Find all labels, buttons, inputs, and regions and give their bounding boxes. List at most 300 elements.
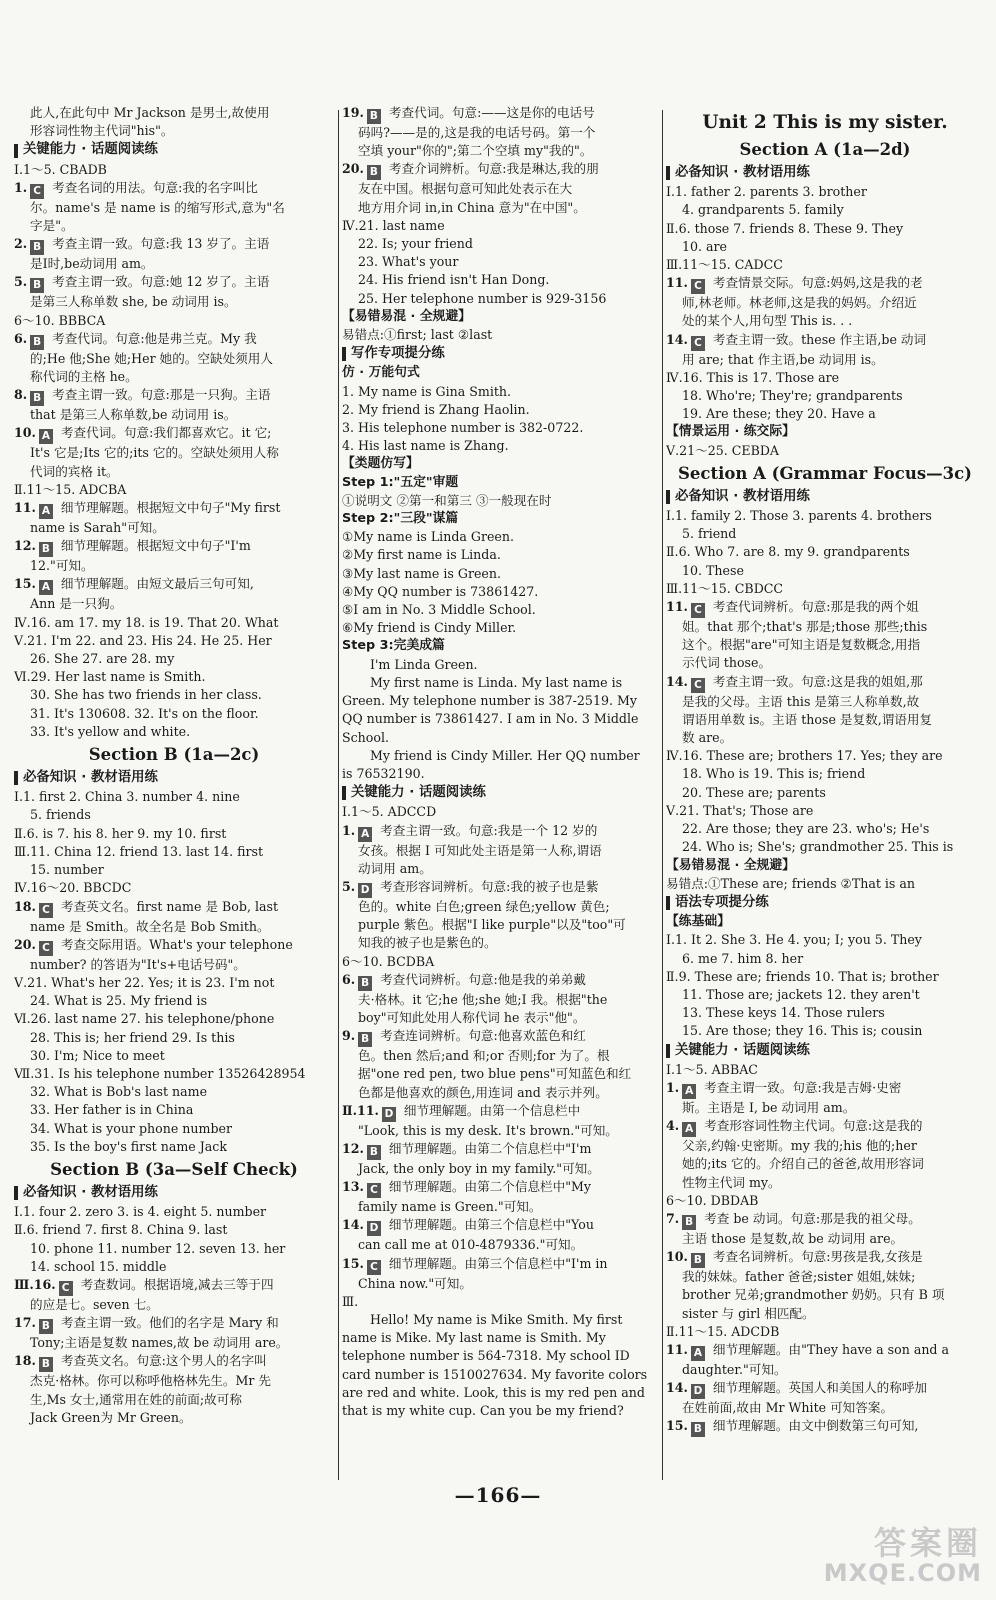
answer-line: 易错点:①These are; friends ②That is an xyxy=(666,875,916,891)
explanation-text: 考查主谓一致。these 作主语,be 动词 xyxy=(712,331,927,347)
answer-line: Ⅳ.16. This is 17. Those are xyxy=(666,369,840,385)
answer-letter-badge: A xyxy=(682,1084,696,1099)
answer-explanation xyxy=(342,878,658,898)
answer-letter-badge: B xyxy=(30,391,44,406)
answer-letter-badge: C xyxy=(59,1281,73,1296)
answer-line: 32. What is Bob's last name xyxy=(30,1084,208,1100)
explanation-text: 细节理解题。由第二个信息栏中"I'm xyxy=(388,1140,592,1156)
subsection-tag: Step 3:完美成篇 xyxy=(342,638,445,654)
watermark-line2: MXQE.COM xyxy=(823,1559,982,1587)
answer-explanation xyxy=(342,104,658,124)
answer-explanation xyxy=(14,499,334,519)
question-number: 20. xyxy=(342,161,364,177)
explanation-text: 细节理解题。由第三个信息栏中"I'm in xyxy=(388,1255,608,1271)
answer-explanation xyxy=(14,936,334,956)
answer-line: 示代词 those。 xyxy=(682,655,772,671)
explanation-text: 细节理解题。由第一个信息栏中 xyxy=(403,1102,581,1118)
answer-line: 3. His telephone number is 382-0722. xyxy=(342,420,584,436)
answer-letter-badge: B xyxy=(367,109,381,124)
answer-explanation xyxy=(666,1210,984,1230)
answer-line: 4. grandparents 5. family xyxy=(682,202,844,218)
answer-line: 6～10. DBDAB xyxy=(666,1192,759,1208)
question-number: 11. xyxy=(14,500,36,516)
answer-line: name 是 Smith。故全名是 Bob Smith。 xyxy=(30,918,270,934)
explanation-text: 考查 be 动词。句意:那是我的祖父母。 xyxy=(704,1210,921,1226)
explanation-text: 考查情景交际。句意:妈妈,这是我的老 xyxy=(712,275,923,291)
answer-letter-badge: C xyxy=(691,279,705,294)
answer-explanation xyxy=(14,537,334,557)
answer-line: Ⅱ.6. is 7. his 8. her 9. my 10. first xyxy=(14,825,227,841)
question-number: 14. xyxy=(342,1217,364,1233)
question-number: 5. xyxy=(342,878,356,894)
subsection-tag: 【易错易混 · 全规避】 xyxy=(666,857,795,873)
answer-line: Ⅳ.16～20. BBCDC xyxy=(14,880,132,896)
answer-line: 18. Who're; They're; grandparents xyxy=(682,388,903,404)
answer-line: 12."可知。 xyxy=(30,558,94,574)
answer-line: card number is 1510027634. My favorite colors xyxy=(342,1366,648,1382)
answer-line: Ⅴ.21～25. CEBDA xyxy=(666,442,780,458)
answer-letter-badge: C xyxy=(367,1260,381,1275)
answer-line: 26. She 27. are 28. my xyxy=(30,651,175,667)
answer-line: 杰克·格林。你可以称呼他格林先生。Mr 先 xyxy=(30,1373,272,1389)
answer-explanation xyxy=(666,598,984,618)
answer-line: Ⅰ.1. first 2. China 3. number 4. nine xyxy=(14,789,240,805)
section-title: Section A (1a—2d) xyxy=(739,140,911,159)
answer-letter-badge: A xyxy=(358,827,372,842)
subsection-tag: 【情景运用 · 练交际】 xyxy=(666,424,795,440)
answer-line: 我的妹妹。father 爸爸;sister 姐姐,妹妹; xyxy=(682,1269,916,1285)
question-number: 8. xyxy=(14,387,28,403)
section-header: 关键能力 · 话题阅读练 xyxy=(666,1042,984,1060)
question-number: 11. xyxy=(666,275,688,291)
explanation-text: 考查主谓一致。句意:她 12 岁了。主语 xyxy=(52,274,270,290)
answer-line: Ⅰ.1～5. CBADB xyxy=(14,161,107,177)
unit-title: Unit 2 This is my sister. xyxy=(702,112,948,133)
answer-line: ③My last name is Green. xyxy=(342,565,501,581)
column-middle xyxy=(342,104,658,1420)
answer-line: QQ number is 73861427. I am in No. 3 Middle xyxy=(342,711,639,727)
answer-line: 22. Is; your friend xyxy=(358,236,473,252)
answer-line: Ⅵ.26. last name 27. his telephone/phone xyxy=(14,1011,275,1027)
answer-line: Tony;主语是复数 names,故 be 动词用 are。 xyxy=(30,1335,289,1351)
answer-line: 25. Her telephone number is 929-3156 xyxy=(358,290,607,306)
answer-letter-badge: B xyxy=(39,1357,53,1372)
section-title: Section A (Grammar Focus—3c) xyxy=(678,463,972,483)
answer-explanation xyxy=(14,424,334,444)
answer-line: 28. This is; her friend 29. Is this xyxy=(30,1029,235,1045)
explanation-text: 考查主谓一致。句意:我是一个 12 岁的 xyxy=(380,822,598,838)
answer-line: 22. Are those; they are 23. who's; He's xyxy=(682,821,930,837)
question-number: 11. xyxy=(666,1341,688,1357)
answer-line: 11. Those are; jackets 12. they aren't xyxy=(682,986,920,1002)
answer-explanation xyxy=(342,1178,658,1198)
answer-line: 31. It's 130608. 32. It's on the floor. xyxy=(30,705,259,721)
answer-line: 24. His friend isn't Han Dong. xyxy=(358,272,550,288)
answer-line: Ⅱ.6. Who 7. are 8. my 9. grandparents xyxy=(666,544,910,560)
answer-explanation xyxy=(342,971,658,991)
answer-line: 35. Is the boy's first name Jack xyxy=(30,1138,227,1154)
answer-explanation xyxy=(666,1379,984,1399)
column-left xyxy=(14,104,334,1427)
explanation-text: 考查数词。根据语境,减去三等于四 xyxy=(80,1276,274,1292)
answer-line: 称代词的主格 he。 xyxy=(30,369,138,385)
explanation-text: 考查代词辨析。句意:他是我的弟弟戴 xyxy=(380,971,586,987)
answer-line: 10. are xyxy=(682,238,728,254)
answer-line: telephone number is 564-7318. My school ID xyxy=(342,1348,630,1364)
explanation-text: 考查英文名。句意:这个男人的名字叫 xyxy=(60,1353,267,1369)
answer-line: Ⅳ.16. These are; brothers 17. Yes; they are xyxy=(666,748,943,764)
answer-letter-badge: B xyxy=(367,1145,381,1160)
answer-letter-badge: D xyxy=(367,1221,381,1236)
answer-line: 知我的被子也是紫色的。 xyxy=(358,935,497,951)
answer-explanation xyxy=(14,575,334,595)
answer-line: sister 与 girl 相匹配。 xyxy=(682,1305,815,1321)
question-number: 1. xyxy=(666,1079,680,1095)
explanation-text: 考查名词辨析。句意:男孩是我,女孩是 xyxy=(712,1249,923,1265)
answer-line: 33. It's yellow and white. xyxy=(30,723,191,739)
question-number: 15. xyxy=(342,1255,364,1271)
explanation-text: 细节理解题。根据短文中句子"My first xyxy=(60,500,281,516)
answer-line: 6～10. BBBCA xyxy=(14,312,106,328)
answer-line: Ⅱ.6. those 7. friends 8. These 9. They xyxy=(666,220,904,236)
subsection-tag: 仿 · 万能句式 xyxy=(342,365,420,381)
column-divider xyxy=(662,110,663,1480)
answer-line: Ⅱ.9. These are; friends 10. That is; brother xyxy=(666,968,939,984)
answer-letter-badge: D xyxy=(382,1107,396,1122)
explanation-text: 细节理解题。由第二个信息栏中"My xyxy=(388,1179,592,1195)
answer-line: 这个。根据"are"可知主语是复数概念,用指 xyxy=(682,637,921,653)
watermark-line1: 答案圈 xyxy=(873,1524,982,1562)
subsection-tag: 【易错易混 · 全规避】 xyxy=(342,308,471,324)
answer-letter-badge: A xyxy=(682,1122,696,1137)
answer-line: 在姓前面,故由 Mr White 可知答案。 xyxy=(682,1400,894,1416)
answer-letter-badge: A xyxy=(39,429,53,444)
answer-line: 19. Are these; they 20. Have a xyxy=(682,406,876,422)
answer-line: Green. My telephone number is 387-2519. My xyxy=(342,693,637,709)
answer-line: 动词用 am。 xyxy=(358,860,432,876)
answer-line: Ⅵ.29. Her last name is Smith. xyxy=(14,669,206,685)
answer-line: Ⅰ.1. It 2. She 3. He 4. you; I; you 5. They xyxy=(666,932,922,948)
explanation-text: 考查形容词性物主代词。句意:这是我的 xyxy=(704,1118,923,1134)
subsection-tag: 【类题仿写】 xyxy=(342,456,419,472)
answer-line: Ⅲ. xyxy=(342,1293,359,1309)
answer-explanation xyxy=(14,273,334,293)
explanation-text: 考查介词辨析。句意:我是琳达,我的朋 xyxy=(388,161,599,177)
explanation-text: 细节理解题。由文中倒数第三句可知, xyxy=(712,1418,919,1434)
section-header: 必备知识 · 教材语用练 xyxy=(14,769,334,787)
question-number: 11. xyxy=(666,599,688,615)
answer-line: 色都是他喜欢的颜色,用连词 and 表示并列。 xyxy=(358,1084,608,1100)
answer-letter-badge: A xyxy=(39,580,53,595)
answer-line: are red and white. Look, this is my red pen and xyxy=(342,1384,645,1400)
explanation-text: 考查代词辨析。句意:那是我的两个姐 xyxy=(712,599,919,615)
answer-line: Ⅲ.11～15. CBDCC xyxy=(666,580,784,596)
answer-line: purple 紫色。根据"I like purple"以及"too"可 xyxy=(358,917,626,933)
answer-explanation xyxy=(14,235,334,255)
answer-explanation xyxy=(342,1255,658,1275)
question-number: 15. xyxy=(14,576,36,592)
answer-line: 18. Who is 19. This is; friend xyxy=(682,766,866,782)
answer-line: 24. Who is; She's; grandmother 25. This is xyxy=(682,839,954,855)
answer-line: Ⅰ.1. father 2. parents 3. brother xyxy=(666,184,867,200)
section-header: 必备知识 · 教材语用练 xyxy=(14,1184,334,1202)
answer-explanation xyxy=(14,898,334,918)
explanation-text: 考查主谓一致。句意:我是吉姆·史密 xyxy=(704,1079,902,1095)
answer-line: 的应是七。seven 七。 xyxy=(30,1296,159,1312)
answer-explanation xyxy=(666,1079,984,1099)
answer-letter-badge: B xyxy=(691,1253,705,1268)
answer-line: ①说明文 ②第一和第三 ③一般现在时 xyxy=(342,492,552,508)
section-header: 关键能力 · 话题阅读练 xyxy=(342,784,658,802)
question-number: 15. xyxy=(666,1418,688,1434)
answer-line: 数 are。 xyxy=(682,730,733,746)
answer-explanation xyxy=(342,1140,658,1160)
question-number: 18. xyxy=(14,898,36,914)
answer-explanation xyxy=(14,386,334,406)
answer-line: boy"可知此处用人称代词 he 表示"他"。 xyxy=(358,1009,586,1025)
answer-line: Ⅰ.1～5. ADCCD xyxy=(342,804,437,820)
answer-line: Ⅴ.21. That's; Those are xyxy=(666,802,814,818)
explanation-text: 考查代词。句意:我们都喜欢它。it 它; xyxy=(60,425,272,441)
question-number: 13. xyxy=(342,1179,364,1195)
answer-line: 夫·格林。it 它;he 他;she 她;I 我。根据"the xyxy=(358,991,608,1007)
question-number: 12. xyxy=(14,538,36,554)
answer-line: 6～10. BCDBA xyxy=(342,953,435,969)
answer-letter-badge: D xyxy=(691,1384,705,1399)
answer-line: School. xyxy=(342,729,389,745)
answer-explanation xyxy=(666,1341,984,1361)
answer-line: 空填 your"你的";第二个空填 my"我的"。 xyxy=(358,143,593,159)
answer-line: 码吗?——是的,这是我的电话号码。第一个 xyxy=(358,125,596,140)
answer-line: 14. school 15. middle xyxy=(30,1258,167,1274)
answer-explanation xyxy=(342,822,658,842)
question-number: 19. xyxy=(342,105,364,120)
answer-line: 10. These xyxy=(682,562,744,578)
explanation-text: 考查主谓一致。他们的名字是 Mary 和 xyxy=(60,1315,279,1331)
answer-line: Ⅳ.16. am 17. my 18. is 19. That 20. What xyxy=(14,614,279,630)
answer-explanation xyxy=(666,1417,984,1437)
answer-letter-badge: A xyxy=(691,1346,705,1361)
explanation-text: 考查主谓一致。句意:那是一只狗。主语 xyxy=(52,387,271,403)
answer-line: 性物主代词 my。 xyxy=(682,1174,781,1190)
answer-line: 23. What's your xyxy=(358,254,459,270)
explanation-text: 考查形容词辨析。句意:我的被子也是紫 xyxy=(380,878,599,894)
explanation-text: 细节理解题。由第三个信息栏中"You xyxy=(388,1217,594,1233)
answer-line: Jack Green为 Mr Green。 xyxy=(30,1409,192,1425)
answer-explanation xyxy=(666,274,984,294)
answer-line: 10. phone 11. number 12. seven 13. her xyxy=(30,1240,286,1256)
answer-line: family name is Green."可知。 xyxy=(358,1199,542,1215)
explanation-text: 考查代词。句意:——这是你的电话号 xyxy=(388,105,595,120)
question-number: 2. xyxy=(14,236,28,252)
question-number: 14. xyxy=(666,331,688,347)
question-number: 5. xyxy=(14,274,28,290)
answer-line: 地方用介词 in,in China 意为"在中国"。 xyxy=(358,199,586,215)
answer-line: 15. number xyxy=(30,862,104,878)
column-divider xyxy=(338,110,339,1480)
question-number: Ⅱ.11. xyxy=(342,1102,379,1118)
answer-line: 15. Are those; they 16. This is; cousin xyxy=(682,1023,923,1039)
answer-line: 4. His last name is Zhang. xyxy=(342,438,509,454)
answer-letter-badge: C xyxy=(39,903,53,918)
answer-explanation xyxy=(342,1216,658,1236)
section-header: 关键能力 · 话题阅读练 xyxy=(14,141,334,159)
answer-line: is 76532190. xyxy=(342,765,425,781)
answer-explanation xyxy=(14,1314,334,1334)
explanation-text: 考查代词。句意:他是弗兰克。My 我 xyxy=(52,330,257,346)
answer-line: 师,林老师。林老师,这是我的妈妈。介绍近 xyxy=(682,295,917,311)
answer-line: 30. I'm; Nice to meet xyxy=(30,1047,165,1063)
answer-line: "Look, this is my desk. It's brown."可知。 xyxy=(358,1122,618,1138)
answer-explanation xyxy=(342,160,658,180)
answer-letter-badge: B xyxy=(358,976,372,991)
subsection-tag: Step 1:"五定"审题 xyxy=(342,474,459,490)
answer-line: Ⅳ.21. last name xyxy=(342,217,445,233)
answer-letter-badge: B xyxy=(30,335,44,350)
answer-letter-badge: B xyxy=(367,165,381,180)
answer-line: 生,Ms 女士,通常用在姓的前面;故可称 xyxy=(30,1391,242,1407)
question-number: 20. xyxy=(14,936,36,952)
answer-letter-badge: C xyxy=(691,603,705,618)
explanation-text: 细节理解题。英国人和美国人的称呼加 xyxy=(712,1380,928,1396)
answer-line: ⑤I am in No. 3 Middle School. xyxy=(342,602,536,618)
answer-line: 30. She has two friends in her class. xyxy=(30,687,262,703)
answer-letter-badge: B xyxy=(39,542,53,557)
answer-letter-badge: B xyxy=(39,1319,53,1334)
subsection-tag: 【练基础】 xyxy=(666,914,730,930)
answer-line: 5. friend xyxy=(682,526,737,542)
answer-line: Ⅴ.21. What's her 22. Yes; it is 23. I'm not xyxy=(14,974,275,990)
question-number: 1. xyxy=(342,822,356,838)
answer-letter-badge: C xyxy=(367,1183,381,1198)
answer-line: Ⅰ.1. family 2. Those 3. parents 4. brothers xyxy=(666,508,932,524)
answer-line: Jack, the only boy in my family."可知。 xyxy=(358,1160,600,1176)
question-number: 4. xyxy=(666,1118,680,1134)
answer-explanation xyxy=(666,1117,984,1137)
answer-letter-badge: B xyxy=(30,278,44,293)
explanation-text: 考查主谓一致。句意:我 13 岁了。主语 xyxy=(52,236,270,252)
answer-line: 此人,在此句中 Mr Jackson 是男士,故使用 xyxy=(30,105,270,120)
question-number: 14. xyxy=(666,673,688,689)
question-number: 12. xyxy=(342,1140,364,1156)
answer-line: Ⅰ.1. four 2. zero 3. is 4. eight 5. number xyxy=(14,1204,267,1220)
answer-line: 形容词性物主代词"his"。 xyxy=(30,123,174,139)
explanation-text: 考查主谓一致。句意:这是我的姐姐,那 xyxy=(712,673,923,689)
answer-line: 谓语用单数 is。主语 those 是复数,谓语用复 xyxy=(682,711,933,727)
answer-line: Ⅲ.11～15. CADCC xyxy=(666,257,783,273)
section-header: 语法专项提分练 xyxy=(666,894,984,912)
answer-explanation xyxy=(342,1027,658,1047)
answer-line: 1. My name is Gina Smith. xyxy=(342,383,512,399)
question-number: 18. xyxy=(14,1353,36,1369)
answer-line: Ⅲ.11. China 12. friend 13. last 14. first xyxy=(14,843,264,859)
answer-explanation xyxy=(666,1248,984,1268)
answer-line: 是我的父母。主语 this 是第三人称单数,故 xyxy=(682,693,920,709)
answer-explanation xyxy=(14,330,334,350)
answer-line: 33. Her father is in China xyxy=(30,1102,194,1118)
explanation-text: 细节理解题。由短文最后三句可知, xyxy=(60,576,254,592)
question-number: 9. xyxy=(342,1028,356,1044)
question-number: 6. xyxy=(342,971,356,987)
answer-line: 主语 those 是复数,故 be 动词用 are。 xyxy=(682,1230,904,1246)
answer-line: 24. What is 25. My friend is xyxy=(30,993,208,1009)
answer-explanation xyxy=(666,673,984,693)
answer-line: 尔。name's 是 name is 的缩写形式,意为"名 xyxy=(30,199,285,215)
answer-line: 6. me 7. him 8. her xyxy=(682,950,804,966)
question-number: 1. xyxy=(14,179,28,195)
answer-line: I'm Linda Green. xyxy=(370,656,478,672)
answer-line: 5. friends xyxy=(30,807,91,823)
question-number: 17. xyxy=(14,1315,36,1331)
answer-letter-badge: C xyxy=(39,941,53,956)
answer-explanation xyxy=(14,1276,334,1296)
answer-letter-badge: B xyxy=(691,1422,705,1437)
answer-line: number? 的答语为"It's+电话号码"。 xyxy=(30,956,246,972)
answer-line: 色。then 然后;and 和;or 否则;for 为了。根 xyxy=(358,1048,610,1064)
answer-line: My first name is Linda. My last name is xyxy=(370,674,623,690)
site-watermark xyxy=(823,1524,982,1588)
answer-line: ②My first name is Linda. xyxy=(342,547,501,563)
answer-line: 姐。that 那个;that's 那是;those 那些;this xyxy=(682,619,928,635)
answer-line: Ann 是一只狗。 xyxy=(30,596,123,612)
answer-line: ⑥My friend is Cindy Miller. xyxy=(342,620,517,636)
question-number: 7. xyxy=(666,1210,680,1226)
answer-line: Ⅶ.31. Is his telephone number 13526428954 xyxy=(14,1065,306,1081)
answer-line: Ⅱ.6. friend 7. first 8. China 9. last xyxy=(14,1222,228,1238)
section-header: 必备知识 · 教材语用练 xyxy=(666,164,984,182)
answer-letter-badge: C xyxy=(30,184,44,199)
answer-line: name is Mike. My last name is Smith. My xyxy=(342,1330,606,1346)
question-number: 10. xyxy=(14,425,36,441)
answer-line: China now."可知。 xyxy=(358,1275,472,1291)
question-number: 14. xyxy=(666,1380,688,1396)
answer-line: 斯。主语是 I, be 动词用 am。 xyxy=(682,1099,856,1115)
answer-letter-badge: D xyxy=(358,883,372,898)
answer-line: 色的。white 白色;green 绿色;yellow 黄色; xyxy=(358,898,610,914)
answer-explanation xyxy=(14,179,334,199)
answer-line: Ⅱ.11～15. ADCDB xyxy=(666,1323,780,1339)
section-title: Section B (3a—Self Check) xyxy=(50,1159,298,1179)
answer-line: 13. These keys 14. Those rulers xyxy=(682,1005,885,1021)
answer-line: 2. My friend is Zhang Haolin. xyxy=(342,401,530,417)
answer-letter-badge: B xyxy=(682,1215,696,1230)
answer-line: Ⅴ.21. I'm 22. and 23. His 24. He 25. Her xyxy=(14,632,272,648)
answer-line: 20. These are; parents xyxy=(682,784,826,800)
question-number: 10. xyxy=(666,1249,688,1265)
answer-line: My friend is Cindy Miller. Her QQ number xyxy=(370,747,640,763)
answer-letter-badge: B xyxy=(358,1032,372,1047)
section-header: 写作专项提分练 xyxy=(342,345,658,363)
answer-line: 的;He 他;She 她;Her 她的。空缺处须用人 xyxy=(30,350,273,366)
answer-explanation xyxy=(666,331,984,351)
answer-line: 处的某个人,用句型 This is. . . xyxy=(682,313,853,329)
answer-line: 是I时,be动词用 am。 xyxy=(30,256,154,272)
answer-line: that 是第三人称单数,be 动词用 is。 xyxy=(30,407,237,423)
answer-line: ①My name is Linda Green. xyxy=(342,529,514,545)
answer-line: name is Sarah"可知。 xyxy=(30,520,165,536)
answer-line: It's 它是;Its 它的;its 它的。空缺处须用人称 xyxy=(30,445,279,461)
answer-line: 父亲,约翰·史密斯。my 我的;his 他的;her xyxy=(682,1138,917,1154)
explanation-text: 细节理解题。根据短文中句子"I'm xyxy=(60,538,251,554)
answer-line: Ⅱ.11～15. ADCBA xyxy=(14,481,127,497)
answer-line: 易错点:①first; last ②last xyxy=(342,327,493,343)
answer-line: Hello! My name is Mike Smith. My first xyxy=(370,1311,623,1327)
column-right xyxy=(666,104,984,1437)
answer-line: 用 are; that 作主语,be 动词用 is。 xyxy=(682,351,884,367)
answer-line: 女孩。根据 I 可知此处主语是第一人称,谓语 xyxy=(358,842,602,858)
answer-line: that is my white cup. Can you be my friend? xyxy=(342,1402,624,1418)
answer-line: can call me at 010-4879336."可知。 xyxy=(358,1237,584,1253)
